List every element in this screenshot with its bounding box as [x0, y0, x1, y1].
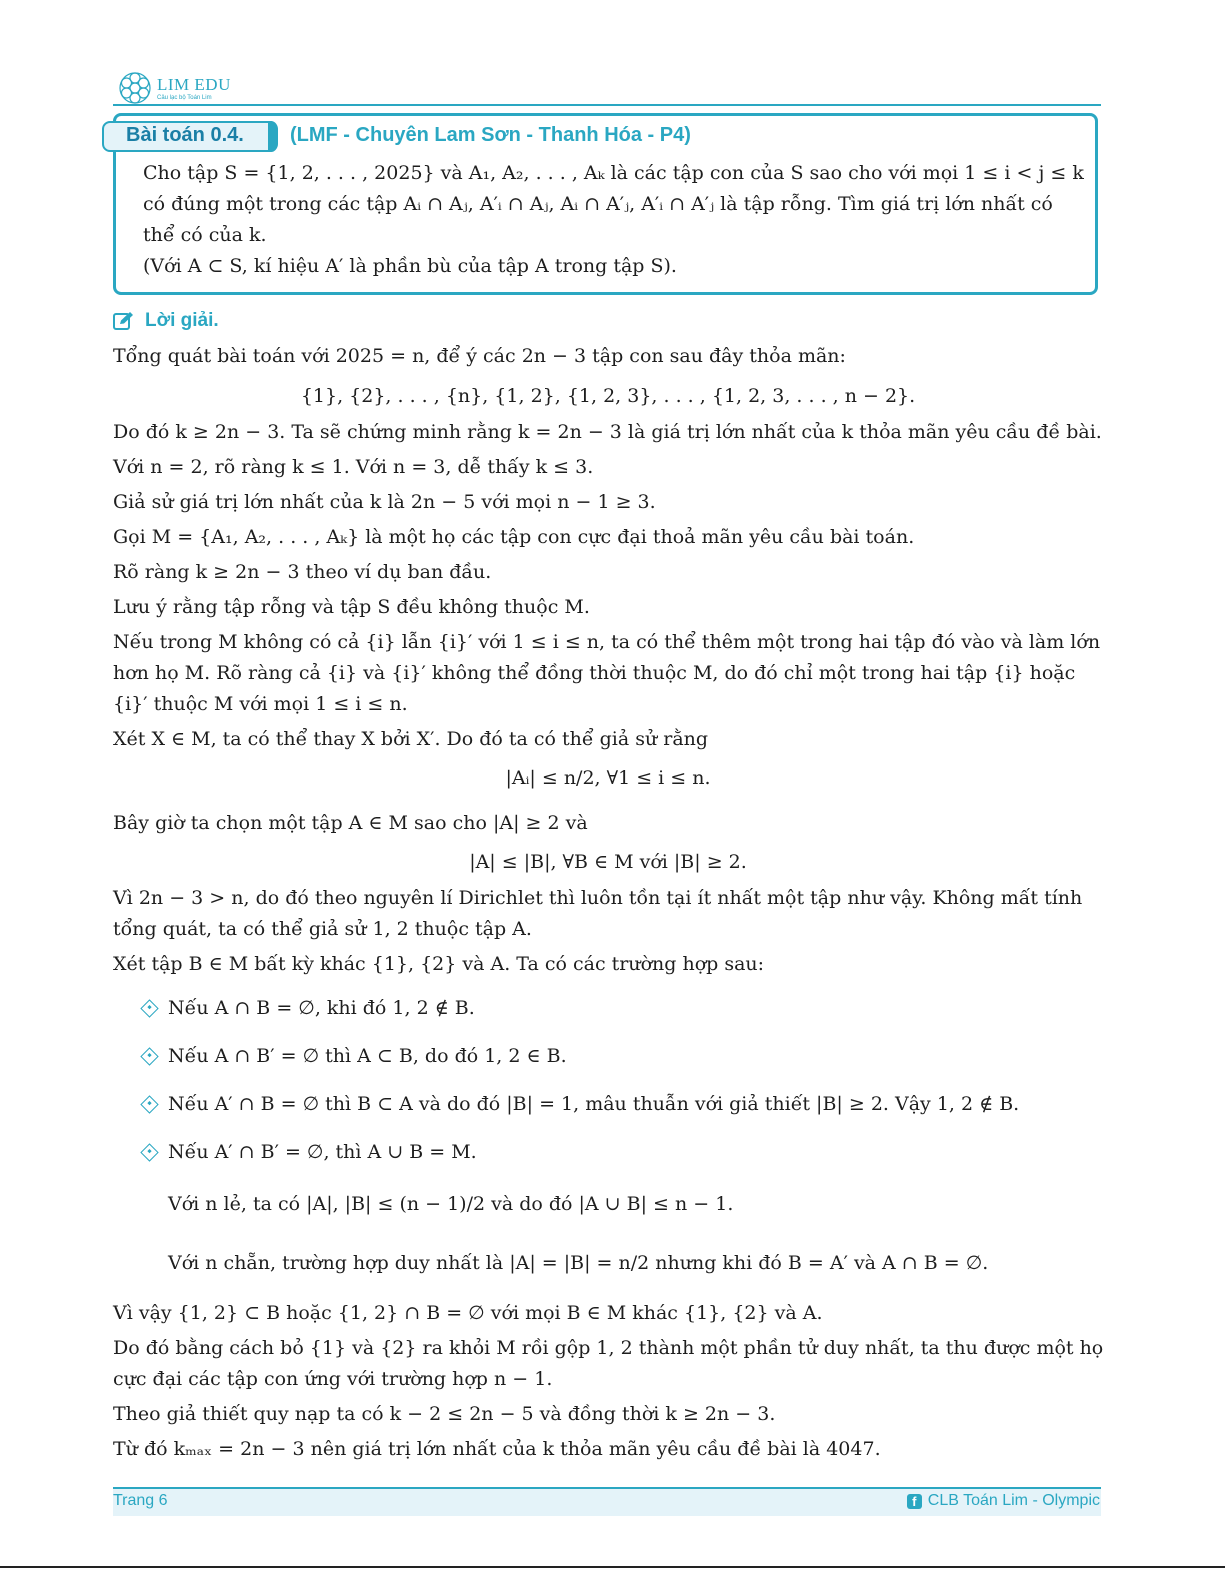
solution-line: Theo giả thiết quy nạp ta có k − 2 ≤ 2n − 5 và đồng thời k ≥ 2n − 3.: [113, 1403, 776, 1425]
solution-line: Với n = 2, rõ ràng k ≤ 1. Với n = 3, dễ thấy k ≤ 3.: [113, 456, 594, 478]
solution-line: Do đó k ≥ 2n − 3. Ta sẽ chứng minh rằng k = 2n − 3 là giá trị lớn nhất của k thỏa mãn yêu cầu đề bài.: [113, 421, 1102, 443]
problem-source: (LMF - Chuyên Lam Sơn - Thanh Hóa - P4): [290, 124, 691, 146]
solution-heading-label: Lời giải.: [145, 310, 219, 331]
solution-line: Tổng quát bài toán với 2025 = n, để ý các 2n − 3 tập con sau đây thỏa mãn:: [113, 345, 846, 367]
solution-line: Từ đó kₘₐₓ = 2n − 3 nên giá trị lớn nhất của k thỏa mãn yêu cầu đề bài là 4047.: [113, 1438, 881, 1460]
sub-case-text: Với n chẵn, trường hợp duy nhất là |A| = |B| = n/2 nhưng khi đó B = A′ và A ∩ B = ∅.: [168, 1252, 989, 1274]
solution-line: {i}′ thuộc M với mọi 1 ≤ i ≤ n.: [113, 693, 408, 715]
logo-name: LIM EDU: [157, 74, 231, 94]
case-item: [143, 1042, 567, 1070]
display-equation: |A| ≤ |B|, ∀B ∈ M với |B| ≥ 2.: [469, 851, 747, 873]
solution-line: Vì vậy {1, 2} ⊂ B hoặc {1, 2} ∩ B = ∅ với mọi B ∈ M khác {1}, {2} và A.: [113, 1302, 823, 1324]
solution-line: Gọi M = {A₁, A₂, . . . , Aₖ} là một họ các tập con cực đại thoả mãn yêu cầu bài toán.: [113, 526, 915, 548]
club-name: CLB Toán Lim - Olympic: [927, 1492, 1100, 1509]
problem-line: Cho tập S = {1, 2, . . . , 2025} và A₁, A₂, . . . , Aₖ là các tập con của S sao cho với mọi 1 ≤ i < j ≤ k: [143, 162, 1084, 184]
diamond-bullet-icon: [140, 999, 158, 1017]
pencil-note-icon: [113, 311, 135, 331]
solution-line: Lưu ý rằng tập rỗng và tập S đều không thuộc M.: [113, 596, 590, 618]
solution-line: tổng quát, ta có thể giả sử 1, 2 thuộc tập A.: [113, 918, 532, 940]
sub-case-text: Với n lẻ, ta có |A|, |B| ≤ (n − 1)/2 và do đó |A ∪ B| ≤ n − 1.: [168, 1193, 734, 1215]
case-text: Nếu A ∩ B′ = ∅ thì A ⊂ B, do đó 1, 2 ∈ B.: [168, 1045, 567, 1067]
logo-tagline: Câu lạc bộ Toán Lim: [157, 94, 212, 101]
case-item: [143, 994, 475, 1022]
case-item: [143, 1138, 477, 1166]
display-equation: {1}, {2}, . . . , {n}, {1, 2}, {1, 2, 3}, . . . , {1, 2, 3, . . . , n − 2}.: [300, 385, 916, 407]
solution-line: cực đại các tập con ứng với trường hợp n − 1.: [113, 1368, 553, 1390]
case-item: [143, 1090, 1019, 1118]
problem-line: có đúng một trong các tập Aᵢ ∩ Aⱼ, A′ᵢ ∩ Aⱼ, Aᵢ ∩ A′ⱼ, A′ᵢ ∩ A′ⱼ là tập rỗng. Tìm giá trị lớn nhất có: [143, 193, 1053, 215]
footer-club: [907, 1492, 1100, 1510]
solution-heading: [113, 310, 219, 332]
problem-line: (Với A ⊂ S, kí hiệu A′ là phần bù của tập A trong tập S).: [143, 255, 677, 277]
solution-line: Xét X ∈ M, ta có thể thay X bởi X′. Do đó ta có thể giả sử rằng: [113, 728, 709, 750]
solution-line: Bây giờ ta chọn một tập A ∈ M sao cho |A| ≥ 2 và: [113, 812, 588, 834]
case-text: Nếu A′ ∩ B′ = ∅, thì A ∪ B = M.: [168, 1141, 477, 1163]
case-text: Nếu A′ ∩ B = ∅ thì B ⊂ A và do đó |B| = 1, mâu thuẫn với giả thiết |B| ≥ 2. Vậy 1, 2 ∉ B.: [168, 1093, 1020, 1115]
solution-line: Xét tập B ∈ M bất kỳ khác {1}, {2} và A. Ta có các trường hợp sau:: [113, 953, 765, 975]
solution-line: Nếu trong M không có cả {i} lẫn {i}′ với 1 ≤ i ≤ n, ta có thể thêm một trong hai tập đó vào và làm lớn: [113, 631, 1101, 653]
display-equation: |Aᵢ| ≤ n/2, ∀1 ≤ i ≤ n.: [505, 767, 711, 789]
page-bottom-edge: [0, 1566, 1225, 1568]
problem-label: Bài toán 0.4.: [126, 124, 244, 146]
solution-line: Giả sử giá trị lớn nhất của k là 2n − 5 với mọi n − 1 ≥ 3.: [113, 491, 656, 513]
header-rule: [113, 104, 1101, 106]
solution-line: hơn họ M. Rõ ràng cả {i} và {i}′ không thể đồng thời thuộc M, do đó chỉ một trong hai tập {i} hoặc: [113, 662, 1076, 684]
solution-line: Vì 2n − 3 > n, do đó theo nguyên lí Dirichlet thì luôn tồn tại ít nhất một tập như vậy. Không mất tính: [113, 887, 1083, 909]
solution-line: Rõ ràng k ≥ 2n − 3 theo ví dụ ban đầu.: [113, 561, 492, 583]
lim-edu-logo: [115, 68, 231, 108]
case-text: Nếu A ∩ B = ∅, khi đó 1, 2 ∉ B.: [168, 997, 475, 1019]
logo-emblem-icon: [115, 68, 155, 108]
diamond-bullet-icon: [140, 1095, 158, 1113]
page-number: Trang 6: [113, 1492, 168, 1509]
problem-line: thể có của k.: [143, 224, 267, 246]
solution-line: Do đó bằng cách bỏ {1} và {2} ra khỏi M rồi gộp 1, 2 thành một phần tử duy nhất, ta thu được một họ: [113, 1337, 1104, 1359]
diamond-bullet-icon: [140, 1047, 158, 1065]
diamond-bullet-icon: [140, 1143, 158, 1161]
problem-tab-accent: [268, 121, 277, 152]
facebook-icon: f: [907, 1494, 922, 1509]
